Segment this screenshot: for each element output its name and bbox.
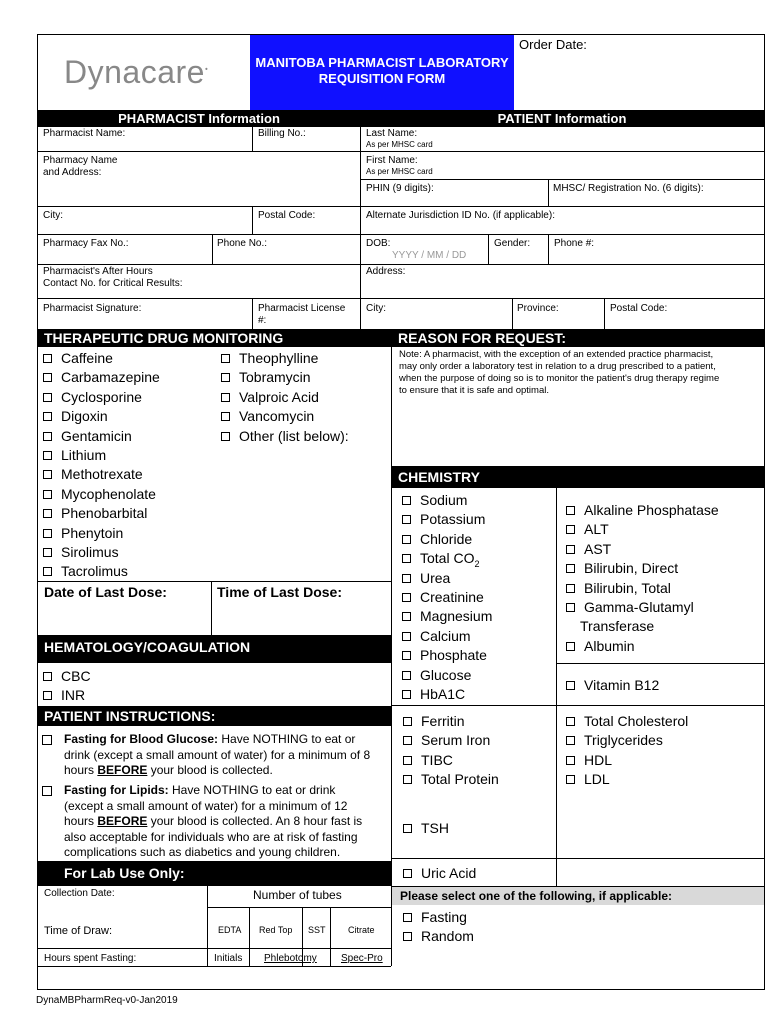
checkbox-box[interactable] [402, 593, 411, 602]
chemistry-heading: CHEMISTRY [392, 466, 764, 488]
checkbox-sirolimus[interactable] [43, 543, 119, 562]
checkbox-label: Fasting [421, 909, 467, 925]
patient-postal-label: Postal Code: [610, 303, 668, 314]
checkbox-box[interactable] [221, 354, 230, 363]
checkbox-urea[interactable] [402, 569, 450, 588]
checkbox-methotrexate[interactable] [43, 465, 143, 484]
checkbox-box[interactable] [402, 554, 411, 563]
checkbox-label: Mycophenolate [61, 485, 156, 502]
checkbox-tibc[interactable] [403, 751, 453, 770]
checkbox-label: Cyclosporine [61, 388, 142, 405]
order-date-label: Order Date: [519, 37, 587, 52]
checkbox-label: Urea [420, 569, 451, 586]
checkbox-label: Other (list below): [239, 427, 349, 444]
checkbox-triglycerides[interactable] [566, 731, 663, 750]
checkbox-fasting[interactable] [403, 908, 467, 927]
checkbox-label: Chloride [420, 530, 473, 547]
checkbox-box[interactable] [566, 717, 575, 726]
checkbox-box[interactable] [221, 373, 230, 382]
checkbox-ldl[interactable] [566, 770, 610, 789]
checkbox-box[interactable] [403, 775, 412, 784]
checkbox-label: INR [61, 687, 86, 704]
checkbox-label: Sirolimus [61, 544, 119, 560]
checkbox-magnesium[interactable] [402, 607, 492, 626]
title-line-1: MANITOBA PHARMACIST LABORATORY [255, 55, 509, 70]
reason-note: Note: A pharmacist, with the exception of an extended practice pharmacist, may only order a laboratory test in relation to a drug prescribed to a patient, when the purpose of doing so is to monitor the patient's drug therapy regime to ensure that it is safe and optimal. [399, 349, 720, 396]
time-of-last-dose-label-text: Time of Last Dose: [217, 584, 342, 600]
date-of-last-dose-label: Date of Last Dose: [44, 584, 167, 600]
checkbox-glucose[interactable] [402, 666, 471, 685]
checkbox-label: Bilirubin, Total [584, 579, 671, 596]
checkbox-label: Gamma-Glutamyl [584, 599, 694, 615]
co2-subscript: 2 [474, 558, 480, 569]
hours-fasting-label: Hours spent Fasting: [44, 953, 137, 964]
checkbox-label: Total Cholesterol [584, 713, 689, 729]
checkbox-label: CBC [61, 668, 91, 684]
checkbox-gamma-glutamyl[interactable] [566, 598, 694, 617]
checkbox-lithium[interactable] [43, 446, 106, 465]
reason-heading: REASON FOR REQUEST: [392, 330, 764, 347]
checkbox-label: Digoxin [61, 408, 108, 425]
checkbox-hdl[interactable] [566, 751, 612, 770]
checkbox-chloride[interactable] [402, 530, 472, 549]
checkbox-label: Calcium [420, 627, 471, 644]
checkbox-box[interactable] [43, 470, 52, 479]
transferase-label: Transferase [580, 618, 655, 635]
checkbox-label: HbA1C [420, 686, 466, 702]
checkbox-alkaline-phosphatase[interactable] [566, 501, 719, 520]
checkbox-box[interactable] [403, 932, 412, 941]
checkbox-box[interactable] [566, 545, 575, 554]
patient-phone-label: Phone #: [554, 238, 595, 249]
province-label: Province: [517, 303, 559, 314]
checkbox-label: Phenobarbital [61, 505, 148, 522]
checkbox-label: LDL [584, 771, 610, 788]
checkbox-label: Sodium [420, 492, 468, 508]
pharmacist-signature-label: Pharmacist Signature: [43, 303, 142, 314]
checkbox-label: Methotrexate [61, 466, 143, 483]
checkbox-label: Albumin [584, 637, 635, 654]
checkbox-box[interactable] [221, 412, 230, 421]
pharmacist-city-label: City: [43, 210, 63, 221]
pharmacy-fax-label: Pharmacy Fax No.: [43, 238, 129, 249]
lab-use-heading: For Lab Use Only: [38, 861, 391, 885]
checkbox-label: Serum Iron [421, 732, 491, 749]
checkbox-label: Caffeine [61, 350, 113, 366]
hematology-heading: HEMATOLOGY/COAGULATION [38, 635, 391, 663]
after-hours-label-1: Pharmacist's After Hours [43, 266, 153, 277]
patient-heading: PATIENT Information [360, 110, 764, 127]
checkbox-label: HDL [584, 751, 613, 768]
checkbox-label: TIBC [421, 751, 453, 768]
collection-date-label: Collection Date: [44, 888, 115, 899]
checkbox-box[interactable] [43, 490, 52, 499]
dynacare-logo: Dynacare• [64, 54, 209, 90]
checkbox-box[interactable] [403, 869, 412, 878]
form-title [250, 35, 514, 110]
checkbox-box[interactable] [43, 412, 52, 421]
phlebotomy-label: Phlebotomy [264, 953, 317, 964]
mhsc-registration-label: MHSC/ Registration No. (6 digits): [553, 183, 704, 194]
checkbox-creatinine[interactable] [402, 588, 484, 607]
logo-text: Dynacare [64, 54, 205, 90]
checkbox-label: Creatinine [420, 589, 484, 605]
address-label: Address: [366, 266, 406, 277]
checkbox-box[interactable] [402, 574, 411, 583]
checkbox-label: AST [584, 540, 612, 557]
checkbox-box[interactable] [402, 496, 411, 505]
pharmacist-postal-label: Postal Code: [258, 210, 316, 221]
pharmacy-address-label: and Address: [43, 167, 102, 178]
checkbox-box[interactable] [566, 564, 575, 573]
checkbox-hba1c[interactable] [402, 685, 465, 704]
patient-instructions-heading: PATIENT INSTRUCTIONS: [38, 706, 391, 726]
checkbox-inr[interactable] [43, 686, 85, 705]
checkbox-ast[interactable] [566, 540, 611, 559]
select-heading: Please select one of the following, if applicable: [392, 887, 764, 905]
checkbox-label: Valproic Acid [239, 388, 319, 405]
checkbox-phosphate[interactable] [402, 646, 487, 665]
checkbox-alt[interactable] [566, 520, 609, 539]
checkbox-label: Vitamin B12 [584, 677, 660, 693]
checkbox-tsh[interactable] [403, 819, 449, 838]
checkbox-box[interactable] [403, 756, 412, 765]
fasting-glucose-checkbox[interactable] [42, 735, 52, 745]
checkbox-total-cholesterol[interactable] [566, 712, 688, 731]
checkbox-label: Total CO [420, 550, 475, 567]
checkbox-box[interactable] [403, 824, 412, 833]
checkbox-label: Lithium [61, 447, 107, 463]
checkbox-cyclosporine[interactable] [43, 388, 142, 407]
checkbox-box[interactable] [566, 584, 575, 593]
checkbox-box[interactable] [566, 736, 575, 745]
checkbox-box[interactable] [402, 535, 411, 544]
pharmacist-heading: PHARMACIST Information [38, 110, 360, 127]
checkbox-box[interactable] [402, 651, 411, 660]
form-code: DynaMBPharmReq-v0-Jan2019 [36, 995, 178, 1006]
checkbox-sodium[interactable] [402, 491, 467, 510]
checkbox-box[interactable] [43, 354, 52, 363]
fasting-lipids-checkbox[interactable] [42, 786, 52, 796]
pharmacy-name-label: Pharmacy Name [43, 155, 118, 166]
checkbox-label: Ferritin [421, 713, 465, 729]
checkbox-total-protein[interactable] [403, 770, 499, 789]
checkbox-vancomycin[interactable] [221, 407, 314, 426]
checkbox-label: Phosphate [420, 647, 487, 664]
checkbox-theophylline[interactable] [221, 349, 318, 368]
checkbox-label: ALT [584, 521, 609, 538]
tdm-heading: THERAPEUTIC DRUG MONITORING [38, 330, 391, 347]
fasting-glucose-instruction: Fasting for Blood Glucose: Have NOTHING to eat or drink (except a small amount of water) for a minimum of 8 hours BEFORE your blood is collected. [64, 732, 371, 777]
checkbox-mycophenolate[interactable] [43, 485, 156, 504]
checkbox-box[interactable] [43, 672, 52, 681]
checkbox-bilirubin-total[interactable] [566, 579, 671, 598]
checkbox-valproic-acid[interactable] [221, 388, 319, 407]
checkbox-other-list-below[interactable] [221, 427, 349, 446]
checkbox-label: Potassium [420, 511, 486, 528]
checkbox-label: Triglycerides [584, 732, 663, 749]
checkbox-box[interactable] [43, 567, 52, 576]
checkbox-bilirubin-direct[interactable] [566, 559, 678, 578]
checkbox-vitamin-b12[interactable] [566, 676, 659, 695]
checkbox-box[interactable] [566, 775, 575, 784]
checkbox-box[interactable] [566, 506, 575, 515]
pharmacist-license-label-1: Pharmacist License [258, 303, 346, 314]
red-top-label: Red Top [259, 925, 293, 935]
checkbox-random[interactable] [403, 927, 474, 946]
dob-format-hint: YYYY / MM / DD [392, 250, 467, 261]
checkbox-label: Random [421, 928, 474, 945]
checkbox-label: Vancomycin [239, 408, 315, 425]
checkbox-label: Theophylline [239, 350, 319, 366]
checkbox-box[interactable] [402, 690, 411, 699]
checkbox-box[interactable] [566, 603, 575, 612]
citrate-label: Citrate [348, 925, 375, 935]
checkbox-serum-iron[interactable] [403, 731, 490, 750]
checkbox-cbc[interactable] [43, 667, 91, 686]
order-date-field[interactable] [516, 52, 762, 108]
number-of-tubes-label: Number of tubes [253, 888, 342, 902]
checkbox-caffeine[interactable] [43, 349, 113, 368]
checkbox-potassium[interactable] [402, 510, 485, 529]
checkbox-label: Alkaline Phosphatase [584, 502, 719, 518]
checkbox-box[interactable] [43, 373, 52, 382]
checkbox-box[interactable] [566, 681, 575, 690]
pharmacist-phone-label: Phone No.: [217, 238, 268, 249]
checkbox-box[interactable] [403, 736, 412, 745]
dob-label: DOB: [366, 238, 391, 249]
checkbox-gentamicin[interactable] [43, 427, 132, 446]
first-name-hint: As per MHSC card [366, 167, 433, 176]
last-name-hint: As per MHSC card [366, 140, 433, 149]
checkbox-box[interactable] [403, 913, 412, 922]
alternate-id-label: Alternate Jurisdiction ID No. (if applicable): [366, 210, 555, 221]
checkbox-digoxin[interactable] [43, 407, 108, 426]
checkbox-tacrolimus[interactable] [43, 562, 128, 581]
phin-label: PHIN (9 digits): [366, 183, 434, 194]
billing-no-label: Billing No.: [258, 128, 306, 139]
checkbox-box[interactable] [43, 529, 52, 538]
checkbox-box[interactable] [402, 515, 411, 524]
checkbox-box[interactable] [402, 612, 411, 621]
checkbox-carbamazepine[interactable] [43, 368, 160, 387]
first-name-label: First Name: [366, 155, 418, 166]
pharmacist-name-label: Pharmacist Name: [43, 128, 126, 139]
fasting-lipids-instruction: Fasting for Lipids: Have NOTHING to eat or drink (except a small amount of water) for a minimum of 12 hours BEFORE your blood is collected. An 8 hour fast is also acceptable for individuals who are at risk of fasting complications such as diabetics and young children. [64, 783, 363, 859]
last-name-label: Last Name: [366, 128, 418, 139]
checkbox-box[interactable] [43, 509, 52, 518]
checkbox-box[interactable] [566, 756, 575, 765]
time-of-draw-label: Time of Draw: [44, 925, 113, 937]
checkbox-albumin[interactable] [566, 637, 635, 656]
checkbox-label: Phenytoin [61, 524, 124, 541]
checkbox-box[interactable] [43, 691, 52, 700]
checkbox-tobramycin[interactable] [221, 368, 311, 387]
sst-label: SST [308, 925, 326, 935]
checkbox-uric-acid[interactable] [403, 864, 476, 883]
after-hours-label-2: Contact No. for Critical Results: [43, 278, 183, 289]
checkbox-box[interactable] [221, 393, 230, 402]
checkbox-label: Glucose [420, 666, 472, 683]
checkbox-ferritin[interactable] [403, 712, 465, 731]
checkbox-box[interactable] [43, 432, 52, 441]
checkbox-label: Gentamicin [61, 427, 132, 444]
checkbox-box[interactable] [566, 642, 575, 651]
main-column-divider [391, 330, 392, 966]
checkbox-label: TSH [421, 820, 449, 836]
checkbox-label: Uric Acid [421, 865, 477, 881]
checkbox-label: Tacrolimus [61, 563, 128, 580]
reason-field[interactable] [395, 398, 761, 464]
checkbox-box[interactable] [43, 548, 52, 557]
checkbox-box[interactable] [403, 717, 412, 726]
checkbox-calcium[interactable] [402, 627, 471, 646]
pharmacist-license-label-2: #: [258, 315, 267, 326]
edta-label: EDTA [218, 925, 242, 935]
checkbox-box[interactable] [402, 632, 411, 641]
checkbox-phenobarbital[interactable] [43, 504, 147, 523]
checkbox-box[interactable] [566, 525, 575, 534]
checkbox-label: Total Protein [421, 771, 499, 788]
checkbox-label: Magnesium [420, 608, 493, 625]
patient-city-label: City: [366, 303, 386, 314]
checkbox-label: Bilirubin, Direct [584, 560, 679, 577]
checkbox-box[interactable] [402, 671, 411, 680]
checkbox-box[interactable] [221, 432, 230, 441]
checkbox-box[interactable] [43, 393, 52, 402]
initials-label: Initials [214, 953, 243, 964]
checkbox-phenytoin[interactable] [43, 524, 123, 543]
checkbox-label: Tobramycin [239, 369, 311, 386]
gender-label: Gender: [494, 238, 531, 249]
checkbox-label: Carbamazepine [61, 369, 160, 386]
spec-pro-label: Spec-Pro [341, 953, 383, 964]
checkbox-box[interactable] [43, 451, 52, 460]
title-line-2: REQUISITION FORM [318, 71, 446, 86]
